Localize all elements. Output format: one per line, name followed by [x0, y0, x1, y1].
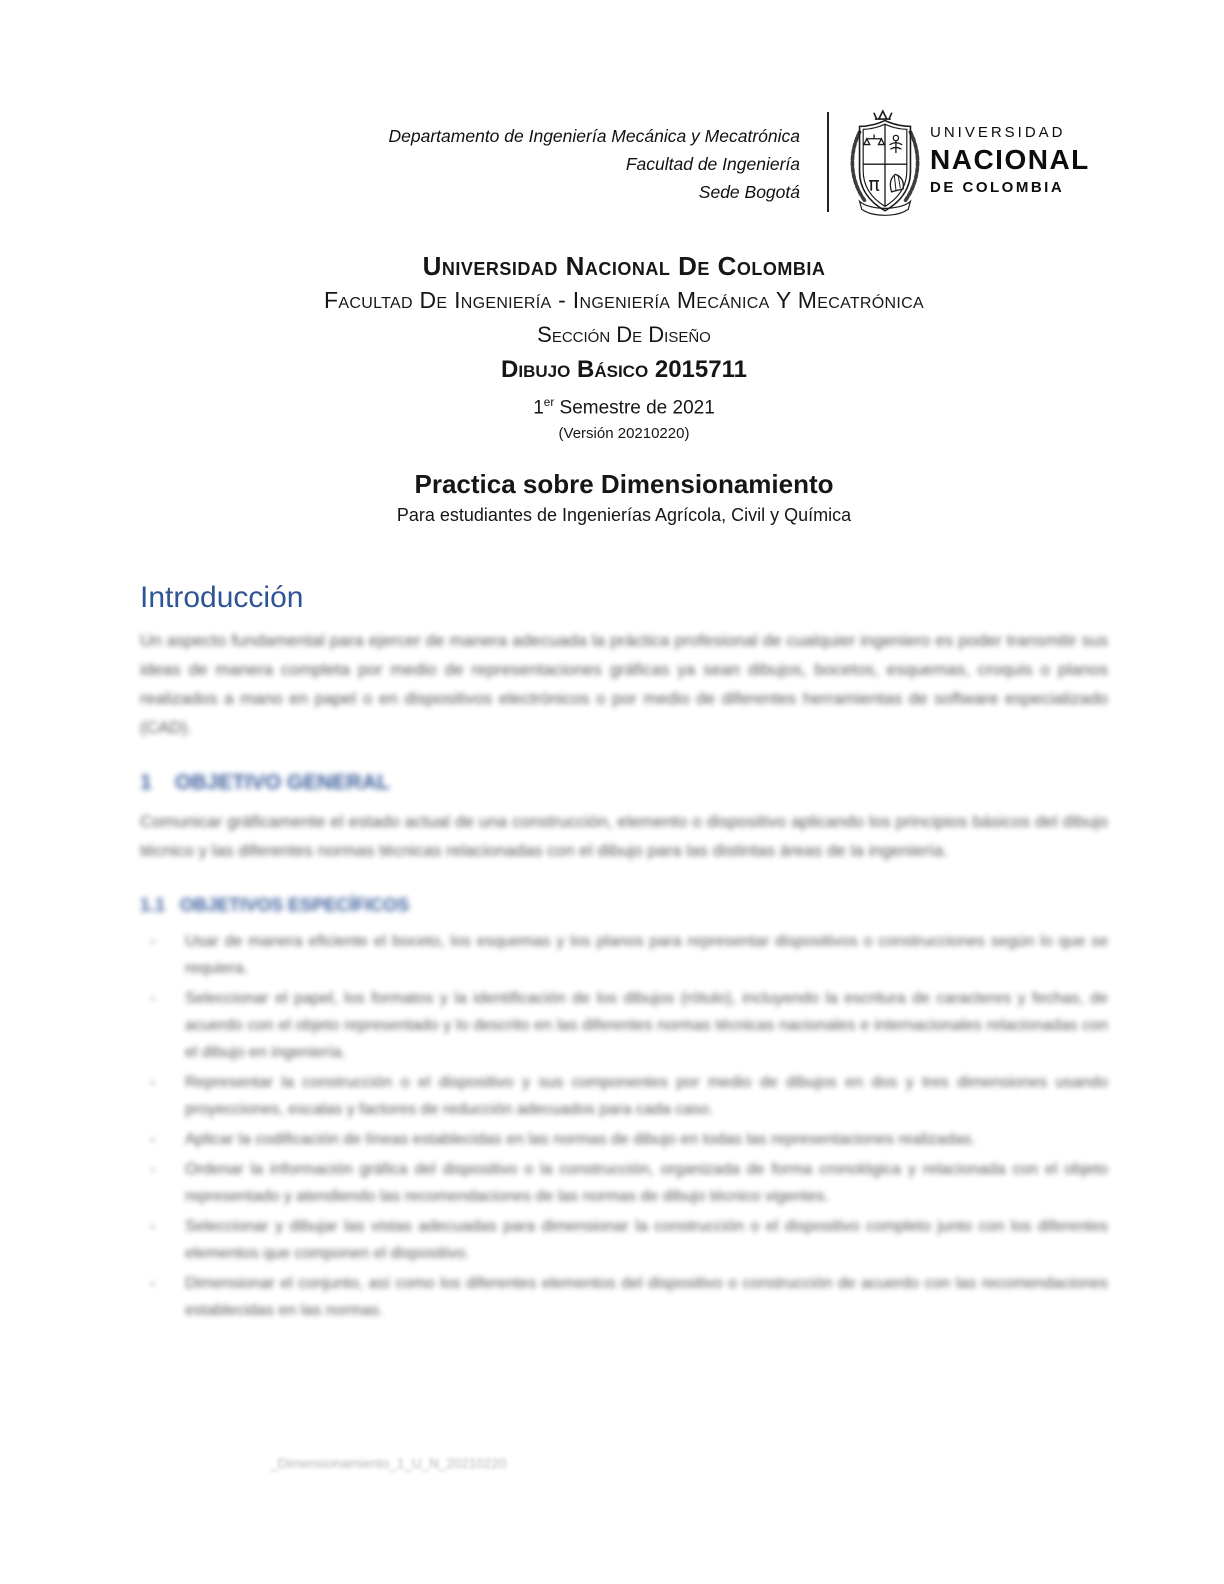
semester-line [140, 388, 1108, 423]
bullet-marker: - [150, 933, 156, 951]
department-line: Sede Bogotá [698, 182, 800, 202]
course-title: Dibujo Básico 2015711 [501, 356, 747, 383]
list-item [140, 1069, 1108, 1123]
bullet-marker: - [150, 1218, 156, 1236]
bullet-text: Representar la construcción o el dispositivo y sus componentes por medio de dibujos en dos y tres dimensiones usando proyecciones, escalas y factores de reducción adecuados para cada caso. [185, 1074, 1108, 1119]
footer-filename: _Dimensionamiento_1_U_N_20210220 [270, 1456, 507, 1471]
bullet-text: Usar de manera eficiente el boceto, los esquemas y los planos para representar dispositivos o construcciones según lo que se requiera. [185, 933, 1108, 978]
header-divider [827, 112, 829, 212]
semester-text: Semestre de 2021 [554, 397, 715, 419]
logo-line-de-colombia: DE COLOMBIA [930, 179, 1065, 196]
logo-line-nacional: NACIONAL [930, 144, 1090, 175]
list-item [140, 1213, 1108, 1267]
version-line: (Versión 20210220) [558, 425, 690, 443]
objetivo-general-paragraph: Comunicar gráficamente el estado actual de una construcción, elemento o dispositivo aplicando los principios básicos del dibujo técnico y las diferentes normas técnicas relacionadas con el dibujo para las distintas áreas de la ingeniería. [140, 812, 1108, 861]
content-column [140, 250, 1108, 1327]
practice-title: Practica sobre Dimensionamiento [414, 469, 834, 500]
semester-ordinal: er [543, 396, 555, 409]
bullet-text: Dimensionar el conjunto, así como los diferentes elementos del dispositivo o construcción de acuerdo con las recomendaciones establecidas en las normas. [185, 1275, 1108, 1320]
bullet-marker: - [150, 1275, 156, 1293]
logo-wordmark [930, 124, 1090, 196]
objectives-list [140, 928, 1108, 1324]
intro-heading: Introducción [140, 581, 304, 615]
bullet-text: Seleccionar el papel, los formatos y la identificación de los dibujos (rótulo), incluyendo la escritura de caracteres y fechas, de acuerdo con el objeto representado y lo descrito en las diferentes normas técnicas nacionales e internacionales relacionadas con el dibujo en ingeniería. [185, 990, 1108, 1062]
svg-text:π: π [868, 173, 880, 196]
university-title: Universidad Nacional De Colombia [422, 251, 826, 281]
list-item [140, 1270, 1108, 1324]
bullet-marker: - [150, 990, 156, 1008]
practice-subtitle: Para estudiantes de Ingenierías Agrícola, Civil y Química [396, 505, 852, 526]
department-line: Facultad de Ingeniería [625, 154, 800, 174]
list-item [140, 928, 1108, 982]
page-footer [270, 1455, 506, 1473]
section-title: Sección De Diseño [537, 322, 711, 347]
bullet-text: Ordenar la información gráfica del dispositivo o la construcción, organizada de forma cronológica y relacionada con el objeto representado y atendiendo las recomendaciones de las normas de dibujo técnico vigentes. [185, 1161, 1108, 1206]
bullet-text: Seleccionar y dibujar las vistas adecuadas para dimensionar la construcción o el dispositivo completo junto con los diferentes elementos que componen el dispositivo. [185, 1218, 1108, 1263]
bullet-marker: - [150, 1074, 156, 1092]
logo-line-universidad: UNIVERSIDAD [930, 124, 1066, 141]
bullet-marker: - [150, 1131, 156, 1149]
bullet-text: Aplicar la codificación de líneas establecidas en las normas de dibujo en todas las representaciones realizadas. [185, 1131, 976, 1149]
bullet-marker: - [150, 1161, 156, 1179]
department-line: Departamento de Ingeniería Mecánica y Mecatrónica [388, 126, 800, 146]
list-item [140, 985, 1108, 1066]
objetivos-especificos-heading: 1.1 OBJETIVOS ESPECÍFICOS [140, 895, 410, 916]
department-info [389, 122, 800, 206]
semester-number: 1 [533, 397, 544, 419]
faculty-title: Facultad De Ingeniería - Ingeniería Mecánica Y Mecatrónica [324, 287, 924, 313]
objetivo-general-heading: 1 OBJETIVO GENERAL [140, 771, 390, 795]
intro-paragraph: Un aspecto fundamental para ejercer de manera adecuada la práctica profesional de cualquier ingeniero es poder transmitir sus ideas de manera completa por medio de representaciones gráficas ya sean dibujos, bocetos, esquemas, croquis o planos realizados a mano en papel o en dispositivos electrónicos o por medio de diferentes herramientas de software especializado (CAD). [140, 631, 1108, 738]
list-item [140, 1156, 1108, 1210]
list-item [140, 1126, 1108, 1153]
unal-shield-icon [845, 104, 925, 220]
